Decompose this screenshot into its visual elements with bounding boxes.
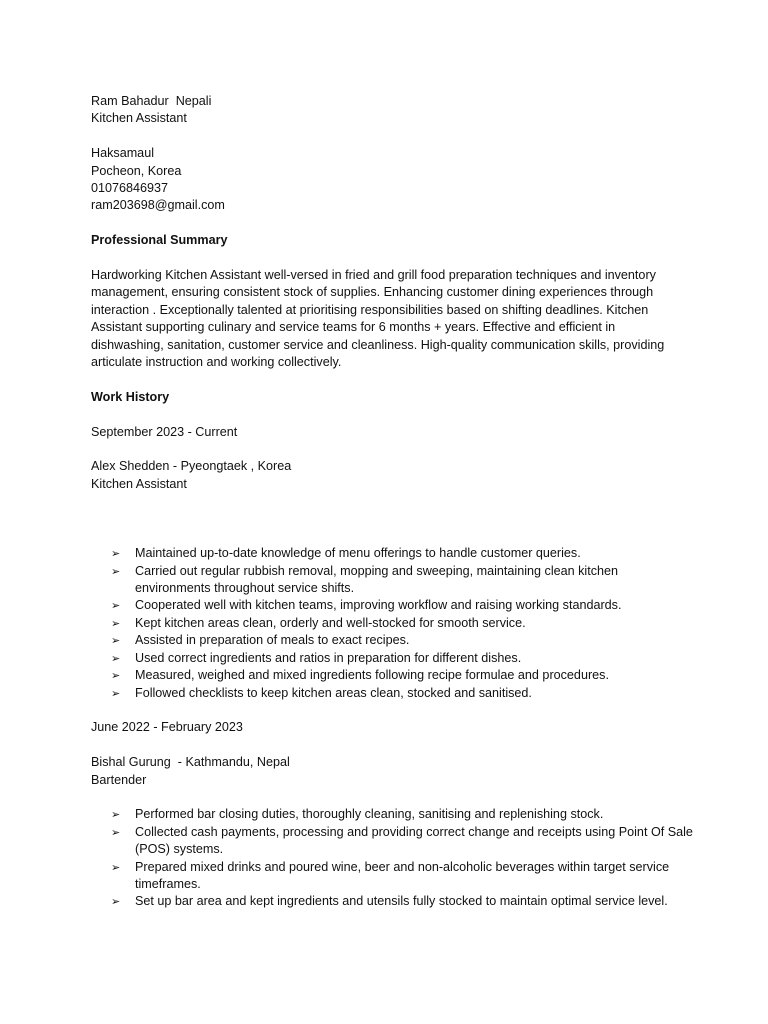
contact-city: Pocheon, Korea [91, 163, 182, 178]
arrowhead-bullet-icon: ➢ [111, 825, 121, 839]
arrowhead-bullet-icon: ➢ [111, 686, 121, 700]
arrowhead-bullet-icon: ➢ [111, 634, 121, 648]
contact-email: ram203698@gmail.com [91, 198, 225, 213]
duty-item: ➢ Measured, weighed and mixed ingredients following recipe formulae and procedures. [91, 667, 695, 684]
arrowhead-bullet-icon: ➢ [111, 564, 121, 578]
contact-block [91, 145, 691, 215]
arrowhead-bullet-icon: ➢ [111, 895, 121, 909]
applicant-title: Kitchen Assistant [91, 111, 187, 126]
duty-item: ➢ Maintained up-to-date knowledge of menu offerings to handle customer queries. [91, 545, 695, 562]
job-dates: June 2022 - February 2023 [91, 720, 243, 735]
duty-item: ➢ Performed bar closing duties, thoroughly cleaning, sanitising and replenishing stock. [91, 806, 695, 823]
job-dates: September 2023 - Current [91, 424, 238, 439]
duty-item: ➢ Followed checklists to keep kitchen areas clean, stocked and sanitised. [91, 685, 695, 702]
arrowhead-bullet-icon: ➢ [111, 860, 121, 874]
job-employer: Alex Shedden - Pyeongtaek , Korea [91, 459, 292, 474]
summary-heading: Professional Summary [91, 233, 228, 248]
arrowhead-bullet-icon: ➢ [111, 669, 121, 683]
job-duties-list [91, 545, 691, 702]
duty-item: ➢ Assisted in preparation of meals to exact recipes. [91, 632, 695, 649]
duty-item: ➢ Cooperated well with kitchen teams, improving workflow and raising working standards. [91, 597, 695, 614]
contact-street: Haksamaul [91, 146, 154, 161]
resume-document [91, 93, 691, 911]
work-history-heading: Work History [91, 389, 170, 404]
arrowhead-bullet-icon: ➢ [111, 808, 121, 822]
arrowhead-bullet-icon: ➢ [111, 599, 121, 613]
duty-item: ➢ Collected cash payments, processing and providing correct change and receipts using Point Of Sale (POS) systems. [111, 824, 693, 857]
duty-item: ➢ Carried out regular rubbish removal, mopping and sweeping, maintaining clean kitchen environments throughout service shifts. [111, 563, 619, 596]
arrowhead-bullet-icon: ➢ [111, 547, 121, 561]
duty-item: ➢ Used correct ingredients and ratios in preparation for different dishes. [91, 650, 695, 667]
duty-item: ➢ Kept kitchen areas clean, orderly and well-stocked for smooth service. [91, 615, 695, 632]
applicant-name: Ram Bahadur Nepali [91, 94, 212, 108]
job-role: Bartender [91, 772, 147, 787]
job-role: Kitchen Assistant [91, 476, 187, 491]
arrowhead-bullet-icon: ➢ [111, 651, 121, 665]
duty-item: ➢ Set up bar area and kept ingredients and utensils fully stocked to maintain optimal service level. [91, 893, 695, 910]
job-duties-list [91, 806, 691, 910]
summary-text: Hardworking Kitchen Assistant well-versed in fried and grill food preparation techniques and inventory management, ensuring consistent stock of supplies. Enhancing customer dining experiences through interaction . Exceptionally talented at prioritising responsibilities based on shifting deadlines. Kitchen Assistant supporting culinary and service teams for 6 months + years. Effective and efficient in dishwashing, sanitation, customer service and cleanliness. High-quality communication skills, providing articulate instruction and working collectively. [91, 268, 665, 370]
job-entry [91, 719, 691, 910]
job-employer: Bishal Gurung - Kathmandu, Nepal [91, 755, 290, 770]
job-entry [91, 424, 691, 702]
arrowhead-bullet-icon: ➢ [111, 616, 121, 630]
contact-phone: 01076846937 [91, 181, 169, 196]
duty-item: ➢ Prepared mixed drinks and poured wine, beer and non-alcoholic beverages within target service timeframes. [111, 859, 670, 891]
